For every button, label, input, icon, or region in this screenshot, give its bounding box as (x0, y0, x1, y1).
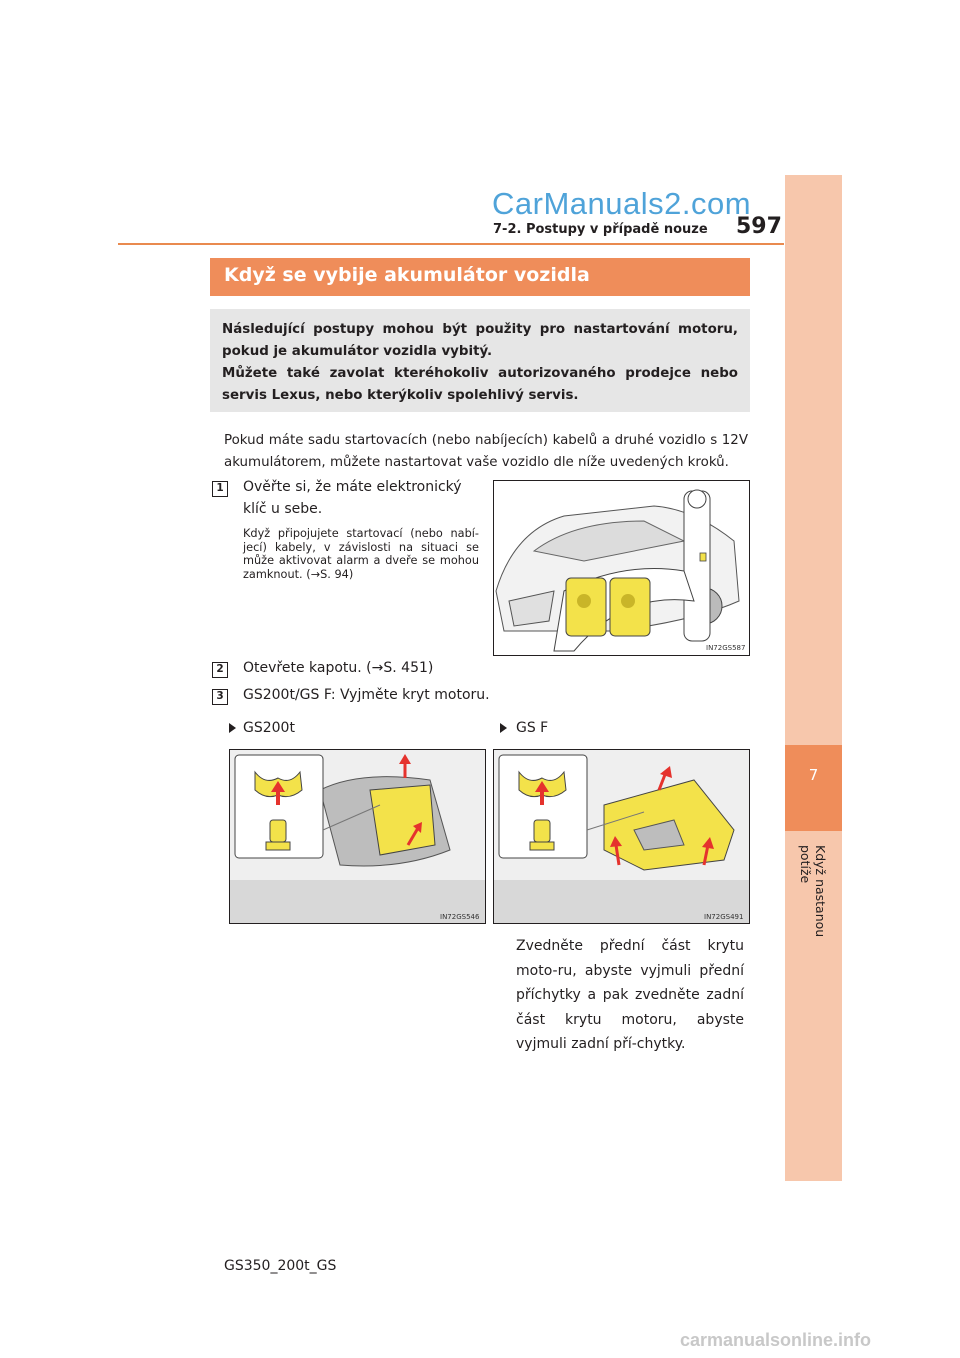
variant-label-gs200t: GS200t (243, 720, 295, 736)
watermark-bottom: carmanualsonline.info (680, 1330, 872, 1350)
step-number-badge: 2 (212, 662, 228, 678)
intro-line-2: Můžete také zavolat kteréhokoliv autorizovaného prodejce nebo servis Lexus, nebo kterýkoliv spolehlivý servis. (222, 366, 738, 403)
step-1-note: Když připojujete startovací (nebo nabí-jecí) kabely, v závislosti na situaci se může aktivovat alarm a dveře se mohou zamknout. (→S. 94) (243, 527, 479, 581)
chapter-side-tab (785, 175, 842, 1181)
step-3-text: GS200t/GS F: Vyjměte kryt motoru. (243, 687, 490, 703)
gsf-engine-illustration (493, 749, 750, 924)
step-1-text: Ověřte si, že máte elektronický klíč u sebe. (243, 479, 462, 517)
engine-cover-illustration (494, 750, 750, 924)
image-code: IN72GS587 (706, 644, 746, 652)
intro-line-1: Následující postupy mohou být použity pro nastartování motoru, pokud je akumulátor vozidla vybitý. (222, 322, 738, 359)
chapter-number: 7 (808, 766, 819, 784)
gs200t-engine-illustration (229, 749, 486, 924)
page-footer: GS350_200t_GS (224, 1258, 337, 1274)
header-rule (118, 243, 784, 245)
bullet-triangle-icon (229, 723, 236, 733)
car-and-key-illustration (494, 481, 750, 656)
step-number-badge: 3 (212, 689, 228, 705)
chapter-title: Když nastanou potíže (798, 845, 828, 938)
page-number: 597 (736, 214, 782, 239)
chapter-number-block (785, 745, 842, 831)
bullet-triangle-icon (500, 723, 507, 733)
gsf-note: Zvedněte přední část krytu moto-ru, abyste vyjmuli přední příchytky a pak zvedněte zadní část krytu motoru, abyste vyjmuli zadní pří-chytky. (516, 938, 744, 1052)
image-code: IN72GS546 (440, 913, 480, 921)
intro-box (210, 309, 750, 412)
variant-label-gsf: GS F (516, 720, 549, 736)
page-title: Když se vybije akumulátor vozidla (224, 264, 590, 286)
image-code: IN72GS491 (704, 913, 744, 921)
step-2-text: Otevřete kapotu. (→S. 451) (243, 660, 434, 676)
section-label: 7-2. Postupy v případě nouze (493, 222, 708, 237)
engine-cover-illustration (230, 750, 486, 924)
watermark-logo: CarManuals2.com (492, 186, 752, 221)
step-number-badge: 1 (212, 481, 228, 497)
key-illustration (493, 480, 750, 656)
body-paragraph: Pokud máte sadu startovacích (nebo nabíjecích) kabelů a druhé vozidlo s 12V akumulátorem, můžete nastartovat vaše vozidlo dle níže uvedených kroků. (224, 433, 748, 470)
